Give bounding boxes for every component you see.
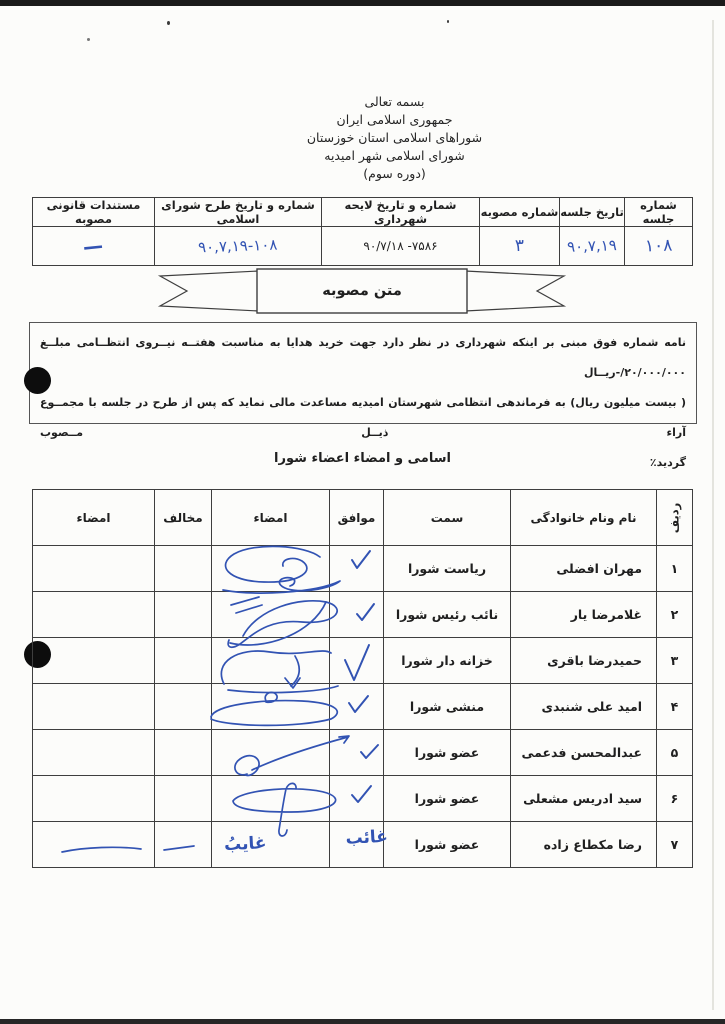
member-number: ۳ [657,638,693,684]
member-name: حمیدرضا باقری [511,638,657,684]
header-full-name: نام ونام خانوادگی [511,490,657,546]
info-header-row [33,198,693,227]
agree-cell [330,546,384,592]
oppose-cell [155,592,212,638]
value-council-plan: ۹۰,۷,۱۹-۱۰۸ [155,227,322,266]
banner-title: متن مصوبه [322,283,402,299]
agree-cell [330,684,384,730]
header-session-number: شماره جلسه [625,198,693,227]
oppose-cell [155,776,212,822]
agree-cell [330,730,384,776]
member-position: منشی شورا [384,684,511,730]
agree-cell [330,592,384,638]
resolution-line-2: ( بیست میلیون ریال) به فرماندهی انتظامی شهرستان امیدیه مساعدت مالی نماید که پس از طرح در جلسه با مجمــوع آراء ذیــل مــصوب [40,396,686,439]
member-name: رضا مکطاع زاده [511,822,657,868]
signature-cell [212,546,330,592]
signature2-cell [33,638,155,684]
header-resolution-number: شماره مصوبه [480,198,560,227]
member-name: مهران افضلی [511,546,657,592]
oppose-cell [155,684,212,730]
value-session-date: ۹۰,۷,۱۹ [560,227,625,266]
header-signature-2: امضاء [33,490,155,546]
member-row [33,592,693,638]
member-position: خزانه دار شورا [384,638,511,684]
member-number: ۲ [657,592,693,638]
header-municipality-bill: شماره و تاریخ لایحه شهرداری [322,198,480,227]
member-name: سید ادریس مشعلی [511,776,657,822]
ribbon-right-tail-icon [465,271,564,311]
header-signature: امضاء [212,490,330,546]
member-number: ۷ [657,822,693,868]
member-row [33,776,693,822]
members-header-row [33,490,693,546]
agree-cell [330,776,384,822]
absent-handwritten-note: غائب غایبُ [223,826,389,856]
oppose-cell [155,730,212,776]
signature2-cell [33,822,155,868]
signature2-cell [33,546,155,592]
member-position: نائب رئیس شورا [384,592,511,638]
signature2-cell [33,730,155,776]
letterhead-term: (دوره سوم) [363,166,426,181]
member-row [33,684,693,730]
letterhead-country: جمهوری اسلامی ایران [336,112,453,127]
letterhead-bismillah: بسمه تعالی [364,94,425,109]
signature2-cell [33,592,155,638]
resolution-line-3: گردید٪ [649,456,686,469]
signature-cell [212,638,330,684]
members-section-title: اسامی و امضاء اعضاء شورا [274,451,451,466]
hole-punch-dot [24,367,51,394]
member-name: غلامرضا یار [511,592,657,638]
resolution-info-table [32,197,693,266]
members-signatures-table [32,489,693,868]
member-row [33,546,693,592]
member-row [33,730,693,776]
scan-speck [447,20,449,23]
amount-rials: -/۲۰/۰۰۰/۰۰۰ [615,366,686,379]
member-number: ۵ [657,730,693,776]
info-values-row [33,227,693,266]
scan-speck [87,38,90,41]
oppose-cell [155,822,212,868]
signature-cell [212,592,330,638]
signature-cell [212,730,330,776]
value-municipality-bill: ۹۰/۷/۱۸ -۷۵۸۶ [322,227,480,266]
member-position: عضو شورا [384,730,511,776]
member-row [33,638,693,684]
agree-cell [330,638,384,684]
signature-cell [212,776,330,822]
scan-edge-top [0,0,725,6]
value-session-number: ۱۰۸ [625,227,693,266]
page-edge-shadow [712,20,714,1010]
scan-speck [167,21,170,25]
member-name: عبدالمحسن فدعمی [511,730,657,776]
resolution-line-1: نامه شماره فوق مبنی بر اینکه شهرداری در نظر دارد جهت خرید هدایا به مناسبت هفتــه نیــروی انتظــامی مبلــغ -/۲۰/۰۰۰/۰۰۰ریــال [40,328,686,388]
member-position: عضو شورا [384,776,511,822]
header-legal-docs: مستندات قانونی مصوبه [33,198,155,227]
header-oppose: مخالف [155,490,212,546]
oppose-cell [155,638,212,684]
signature2-cell [33,776,155,822]
oppose-cell [155,546,212,592]
letterhead-province-councils: شوراهای اسلامی استان خوزستان [306,130,483,145]
value-legal-docs: — [33,227,155,266]
header-agree: موافق [330,490,384,546]
letterhead-city-council: شورای اسلامی شهر امیدیه [324,148,465,163]
header-row-number: ردیف [657,490,693,546]
ribbon-left-tail-icon [160,271,259,311]
header-council-plan: شماره و تاریخ طرح شورای اسلامی [155,198,322,227]
member-position: عضو شورا [384,822,511,868]
scan-edge-bottom [0,1019,725,1024]
signature2-cell [33,684,155,730]
signature-cell [212,684,330,730]
value-resolution-number: ۳ [480,227,560,266]
header-position: سمت [384,490,511,546]
member-name: امید علی شنبدی [511,684,657,730]
header-session-date: تاریخ جلسه [560,198,625,227]
letterhead [222,93,567,183]
member-number: ۶ [657,776,693,822]
member-number: ۴ [657,684,693,730]
member-number: ۱ [657,546,693,592]
member-position: ریاست شورا [384,546,511,592]
